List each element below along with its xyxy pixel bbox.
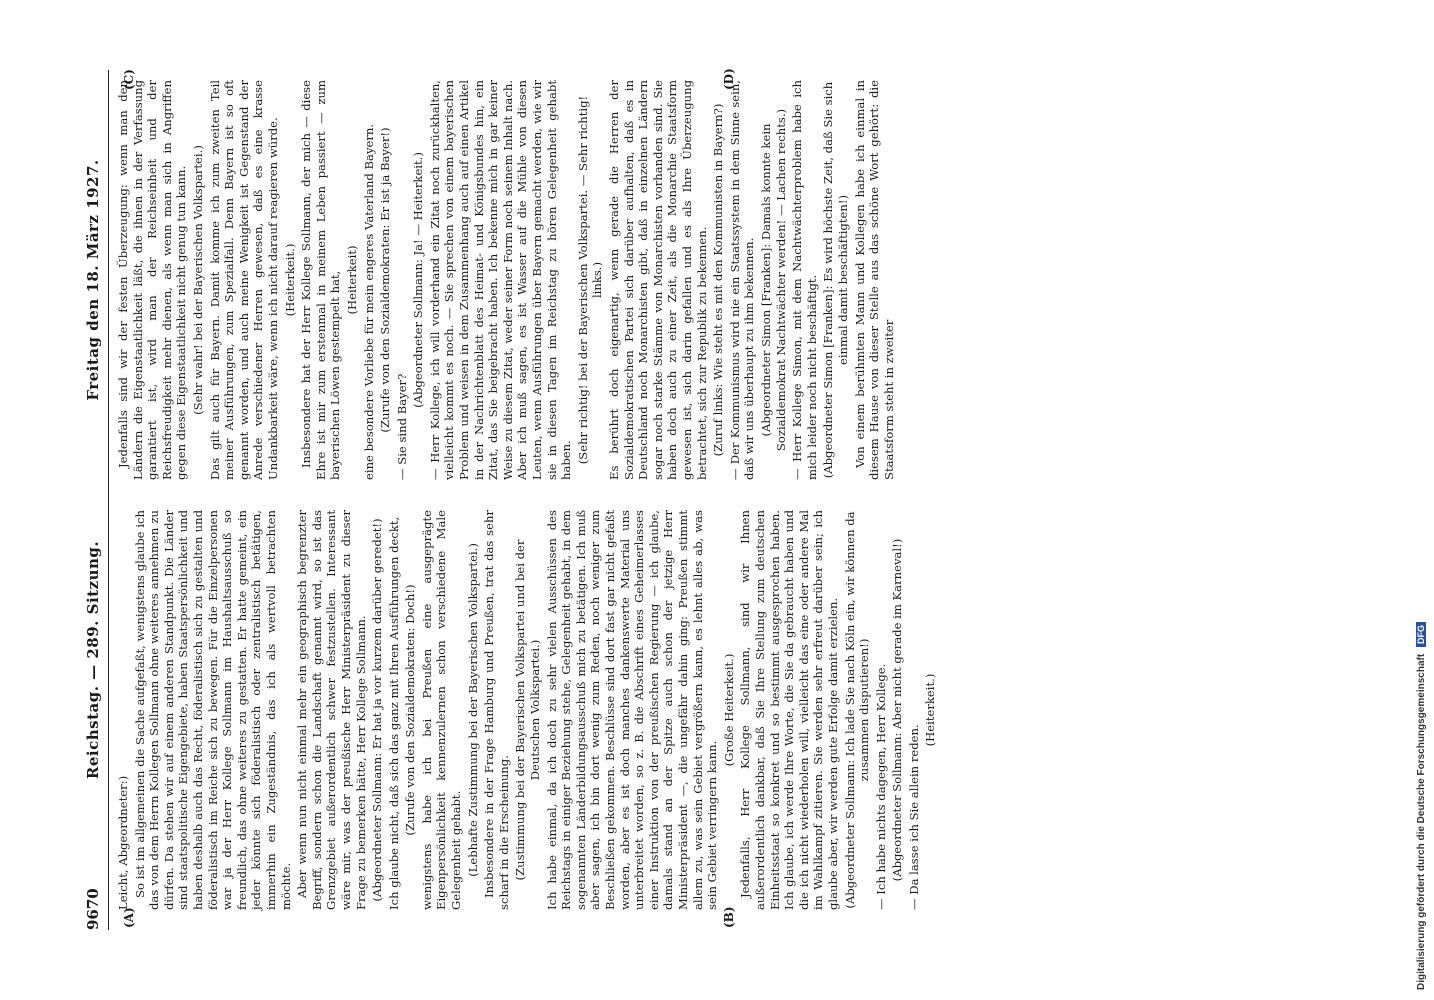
interjection: (Große Heiterkeit.) [721,653,736,767]
paragraph: Leicht, Abgeordneter:) [116,775,130,910]
dfg-sidebar [1416,10,1430,990]
page-header-title [84,510,102,810]
interjection: (Abgeordneter Simon [Franken]: Es wird höchste Zeit, daß Sie sich einmal damit beschäftigten!) [821,81,850,479]
page-number: 9670 [84,888,102,930]
text-column-left [116,510,940,910]
paragraph: Das gilt auch für Bayern. Damit komme ich zum zweiten Teil meiner Ausführungen, zum Spezialfall. Denn Bayern ist so oft genannt worden, und auch meine Wenigkeit ist Gegenstand der Anrede verschiedener Herren gewesen, daß es eine krasse Undankbarkeit wäre, wenn ich nicht darauf reagieren würde. [207,80,280,480]
paragraph: Insbesondere hat der Herr Kollege Sollmann, der mich — diese Ehre ist mir zum erstenmal in meinem Leben passiert — zum bayerischen Löwen gestempelt hat, [299,80,343,480]
funding-text: Digitalisierung gefördert durch die Deutsche Forschungsgemeinschaft [1416,653,1427,990]
right-running-title: Freitag den 18. März 1927. [84,159,102,401]
page-header [80,70,110,930]
interjection: (Abgeordneter Sollmann: Er hat ja vor kurzem darüber geredet!) [370,518,385,902]
paragraph: So ist im allgemeinen die Sache aufgefaßt, wenigstens glaube ich das von dem Herrn Kollegen Sollmann ohne weiteres annehmen zu dürfen. Da stehen wir auf einem anderen Standpunkt. Die Länder sind staatspolitische Eigengebiete, haben Staatspersönlichkeit und haben deshalb auch das Recht, föderalistisch sich zu gestalten und föderalistisch im Reiche sich zu bewegen. Für die Einzelpersonen war ja der Herr Kollege Sollmann im Haushaltsausschuß so freundlich, das ohne weiteres zu gestatten. Er hatte gemeint, ein jeder könnte sich föderalistisch oder zentralistisch betätigen, immerhin ein Zugeständnis, das ich als wertvoll betrachten möchte. [132,510,293,910]
paragraph: — Ich habe nichts dagegen, Herr Kollege. [873,663,888,910]
date-header [84,80,102,480]
paragraph: Insbesondere in der Frage Hamburg und Preußen, trat das sehr scharf in die Erscheinung. [482,510,511,910]
dfg-logo: DFG [1416,622,1426,647]
paragraph: — Da lasse ich Sie allein reden. [906,724,921,910]
header-rule [108,70,109,930]
funding-notice [1416,30,1430,990]
text-column-right [116,80,898,480]
paragraph: Jedenfalls sind wir der festen Überzeugung: wenn man den Ländern die Eigenstaatlichkeit läßt, die ihnen in der Verfassung garantiert ist, wird man der Reichseinheit und der Reichsfreudigkeit mehr dienen, als wenn man sich in Angriffen gegen diese Eigenstaatlichkeit nicht genug tun kann. [116,80,189,480]
interjection: (Abgeordneter Sollmann: Ja! — Heiterkeit.) [411,152,426,408]
margin-marker-d: (D) [722,68,736,90]
interjection: (Zurufe von den Sozialdemokraten: Doch!) [403,584,418,836]
paragraph: Ich glaube nicht, daß sich das ganz mit Ihren Ausführungen deckt, [386,516,401,910]
paragraph: Es berührt doch eigenartig, wenn gerade die Herren der Sozialdemokratischen Partei sich darüber aufhalten, daß es in Deutschland noch Monarchisten gibt, daß in einzelnen Ländern sogar noch starke Stämme von Monarchisten vorhanden sind. Sie haben doch auch zu einer Zeit, als die Monarchie Staatsform gewesen ist, sich darin gefallen und es als Ihre Überzeugung betrachtet, sich zur Republik zu bekennen. [607,80,709,480]
paragraph: — Herr Kollege Simon, mit dem Nachtwächterproblem habe ich mich leider noch nicht beschäftigt. [790,80,819,480]
interjection: (Heiterkeit.) [923,673,938,747]
paragraph: Aber wenn nun nicht einmal mehr ein geographisch begrenzter Begriff, sondern schon die Landschaft genannt wird, so ist das Grenzgebiet außerordentlich schwer festzustellen. Interessant wäre mir, was der preußische Herr Ministerpräsident zu dieser Frage zu bemerken hätte, Herr Kollege Sollmann. [295,510,368,910]
margin-marker-b: (B) [722,906,736,928]
paragraph: — Herr Kollege, ich will vorderhand ein Zitat noch zurückhalten, vielleicht kommt es noch. — Sie sprechen von einem bayerischen Problem und weisen in dem Zusammenhang auch auf einen Artikel in der Nachrichtenblatt des Heimat- und Königsbundes hin, ein Zitat, das Sie beigebracht haben. Ich bekenne mich in gar keiner Weise zu diesem Zitat, weder seiner Form noch seinem Inhalt nach. Aber ich muß sagen, es ist Wasser auf die Mühle von diesen Leuten, wenn Ausführungen über Bayern gemacht werden, wie wir sie in diesen Tagen im Reichstag zu hören Gelegenheit gehabt haben. [427,80,574,480]
margin-marker-a: (A) [122,907,136,928]
interjection: (Abgeordneter Sollmann: Aber nicht gerade im Karneval!) [890,538,905,882]
interjection: (Heiterkeit) [344,245,359,315]
paragraph: Von einem berühmten Mann und Kollegen habe ich einmal in diesem Hause von dieser Stelle aus das schöne Wort gehört: die Staatsform steht in zweiter [852,80,896,480]
interjection: (Abgeordneter Sollmann: Ich lade Sie nach Köln ein, wir können da zusammen disputieren!) [842,511,872,909]
paragraph: — Der Kommunismus wird nie ein Staatssystem in dem Sinne sein, daß wir uns überhaupt zu ihm bekennen. [727,80,757,480]
paragraph: Jedenfalls, Herr Kollege Sollmann, sind wir Ihnen außerordentlich dankbar, daß Sie Ihre Stellung zum deutschen Einheitsstaat so konkret und so bestimmt ausgesprochen haben. Ich glaube, ich werde Ihre Worte, die Sie da gebraucht haben und die ich nicht wiederholen will, vielleicht das eine oder andere Mal im Wahlkampf zitieren. Sie werden sehr erfreut darüber sein; ich glaube aber, wir werden gute Erfolge damit erzielen. [738,510,840,910]
interjection: (Abgeordneter Simon [Franken]: Damals konnte kein Sozialdemokrat Nachtwächter werden! — Lachen rechts.) [758,108,788,452]
margin-marker-c: (C) [122,69,136,90]
interjection: (Lebhafte Zustimmung bei der Bayerischen Volkspartei.) [465,543,480,877]
interjection: (Zustimmung bei der Bayerischen Volkspartei und bei der Deutschen Volkspartei.) [513,539,543,881]
interjection: (Zurufe von den Sozialdemokraten: Er ist ja Bayer!) [378,127,393,433]
paragraph: Ich habe einmal, da ich doch zu sehr vielen Ausschüssen des Reichstags in einiger Beziehung stehe, Gelegenheit gehabt, in dem sogenannten Länderbildungsausschuß mich zu betätigen. Ich muß aber sagen, ich bin dort wenig zum Reden, noch weniger zum Beschließen gekommen. Beschlüsse sind dort fast gar nicht gefaßt worden, aber es ist doch manches dankenswerte Material uns unterbreitet worden, so z. B. die Abschrift eines Geheimerlasses einer Instruktion von der preußischen Regierung — ich glaube, damals stand an der Spitze auch schon der jetzige Herr Ministerpräsident —, die ungefähr dahin ging: Preußen stimmt allem zu, was sein Gebiet vergrößern kann, es lehnt alles ab, was sein Gebiet verringern kann. [544,510,720,910]
interjection: (Sehr richtig! bei der Bayerischen Volkspartei. — Sehr richtig! links.) [575,95,605,465]
left-running-title: Reichstag. — 289. Sitzung. [84,540,102,780]
rotated-page [80,70,1380,930]
paragraph: wenigstens habe ich bei Preußen eine ausgeprägte Eigenpersönlichkeit kennenzulernen schon verschiedene Male Gelegenheit gehabt. [419,510,464,910]
interjection: (Sehr wahr! bei der Bayerischen Volkspartei.) [190,145,205,415]
paragraph: eine besondere Vorliebe für mein engeres Vaterland Bayern. [361,123,376,480]
paragraph: — Sie sind Bayer? [394,373,409,480]
interjection: (Zuruf links: Wie steht es mit den Kommunisten in Bayern?) [711,103,726,457]
interjection: (Heiterkeit.) [282,243,297,317]
